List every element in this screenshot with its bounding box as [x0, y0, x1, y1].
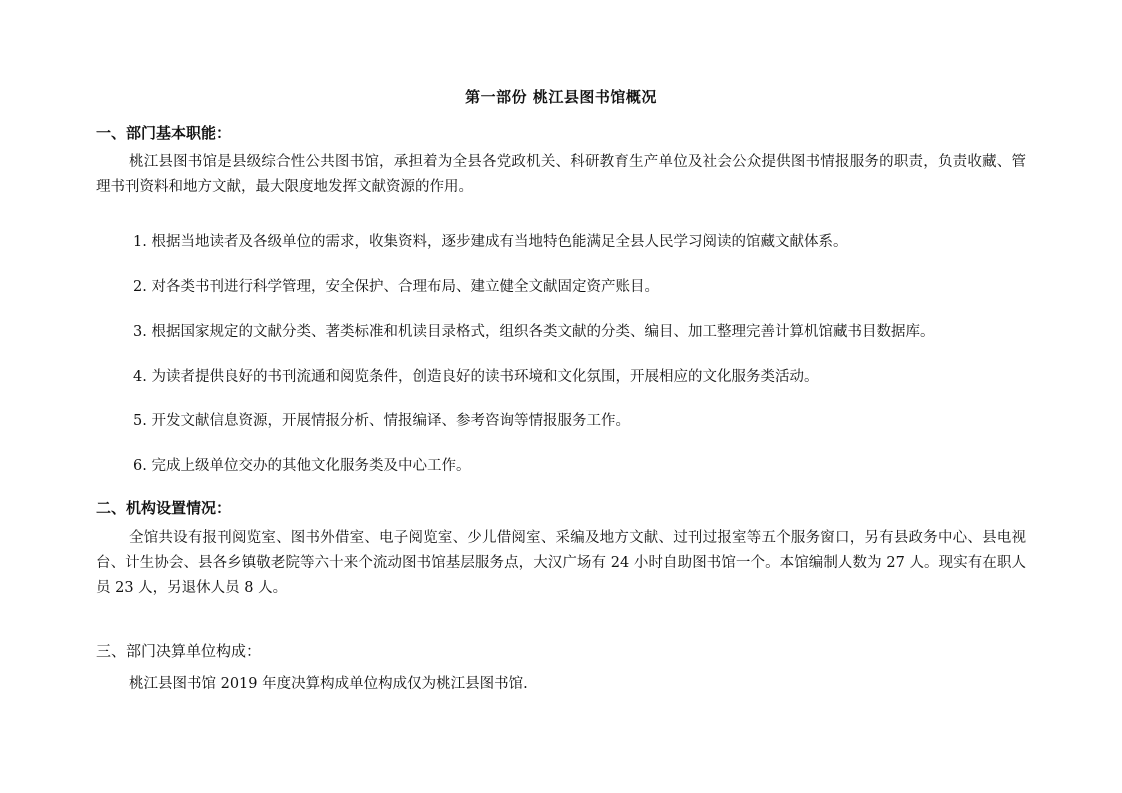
list-item: 5. 开发文献信息资源，开展情报分析、情报编译、参考咨询等情报服务工作。	[133, 413, 630, 429]
section-heading-functions: 一、部门基本职能：	[96, 124, 232, 142]
budget-units-paragraph: 桃江县图书馆 2019 年度决算构成单位构成仅为桃江县图书馆.	[129, 676, 528, 692]
list-item: 3. 根据国家规定的文献分类、著类标准和机读目录格式，组织各类文献的分类、编目、加工整理完善计算机馆藏书目数据库。	[133, 324, 935, 340]
section-heading-organization: 二、机构设置情况：	[96, 499, 232, 517]
list-item: 1. 根据当地读者及各级单位的需求，收集资料，逐步建成有当地特色能满足全县人民学习阅读的馆藏文献体系。	[133, 234, 848, 250]
document-title: 第一部份 桃江县图书馆概况	[465, 88, 657, 106]
organization-paragraph: 全馆共设有报刊阅览室、图书外借室、电子阅览室、少儿借阅室、采编及地方文献、过刊过报室等五个服务窗口，另有县政务中心、县电视台、计生协会、县各乡镇敬老院等六十来个流动图书馆基层服务点，大汉广场有 24 小时自助图书馆一个。本馆编制人数为 27 人。现实有在职人员 23 人，另退休人员 8 人。	[96, 530, 1026, 596]
section-intro-paragraph: 桃江县图书馆是县级综合性公共图书馆，承担着为全县各党政机关、科研教育生产单位及社会公众提供图书情报服务的职责，负责收藏、管理书刊资料和地方文献，最大限度地发挥文献资源的作用。	[96, 154, 1026, 195]
list-item: 2. 对各类书刊进行科学管理，安全保护、合理布局、建立健全文献固定资产账目。	[133, 279, 659, 295]
list-item: 4. 为读者提供良好的书刊流通和阅览条件，创造良好的读书环境和文化氛围，开展相应的文化服务类活动。	[133, 369, 819, 385]
list-item: 6. 完成上级单位交办的其他文化服务类及中心工作。	[133, 458, 471, 474]
section-heading-budget-units: 三、部门决算单位构成：	[96, 642, 262, 660]
